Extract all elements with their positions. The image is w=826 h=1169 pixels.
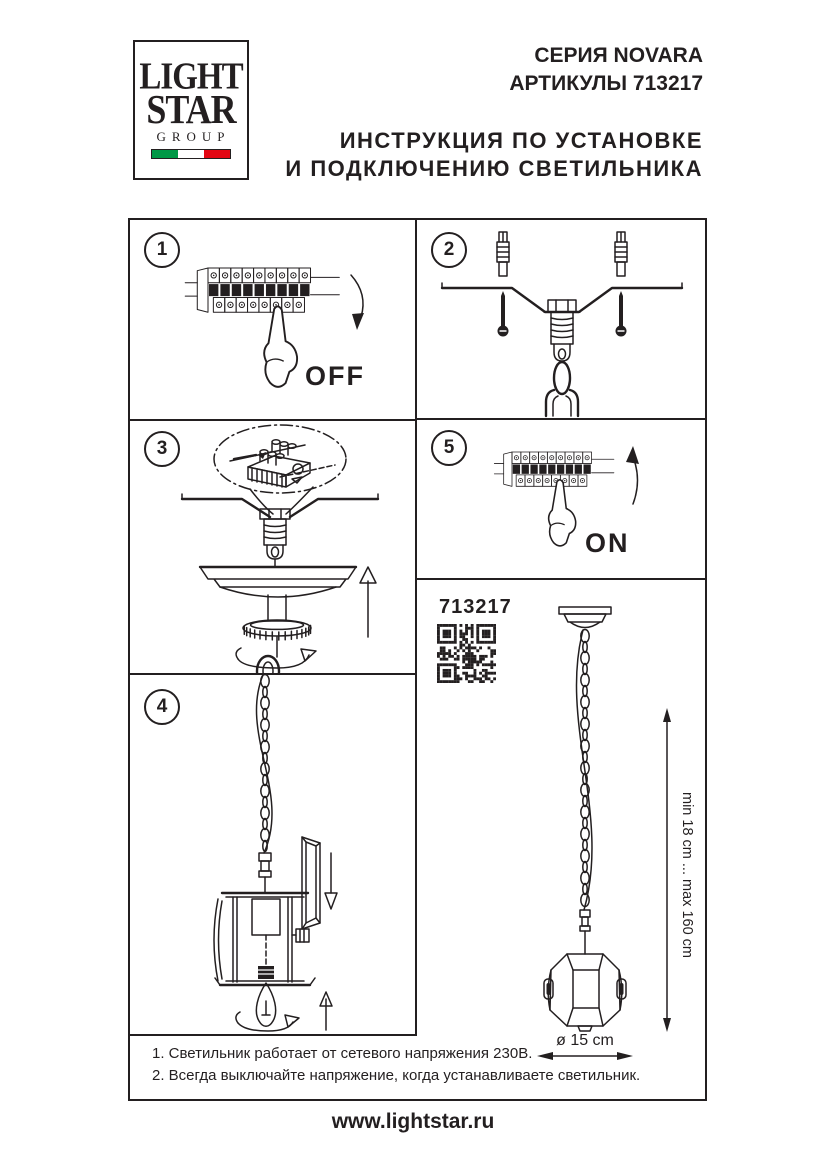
- breaker-panel-drawing: [185, 268, 339, 312]
- header-series-block: [509, 42, 703, 98]
- step-1-number: 1: [144, 232, 180, 268]
- bracket-drawing: [182, 499, 378, 517]
- up-arrow-icon: [320, 992, 332, 1030]
- note-2: 2. Всегда выключайте напряжение, когда устанавливаете светильник.: [152, 1067, 641, 1084]
- threaded-nipple-drawing: [260, 509, 290, 567]
- article-number: 713217: [439, 596, 512, 618]
- down-arrow-icon: [325, 853, 337, 909]
- chain-connector: [259, 853, 271, 877]
- instruction-title-line2: И ПОДКЛЮЧЕНИЮ СВЕТИЛЬНИКА: [285, 156, 703, 181]
- flag-white: [178, 150, 204, 158]
- safety-notes: [130, 1035, 705, 1097]
- wall-anchor-left-icon: [497, 232, 509, 276]
- flag-red: [204, 150, 230, 158]
- chain-drawing: [576, 630, 592, 911]
- pointing-hand-icon: [264, 306, 297, 387]
- instruction-title-line1: ИНСТРУКЦИЯ ПО УСТАНОВКЕ: [339, 128, 703, 153]
- step-4-assembly-drawing: [130, 675, 415, 1034]
- step-4-number: 4: [144, 689, 180, 725]
- wall-anchor-right-icon: [615, 232, 627, 276]
- off-label: OFF: [305, 361, 365, 391]
- diameter-dimension-label: ø 15 cm: [556, 1032, 614, 1049]
- arrowhead-down: [352, 313, 364, 330]
- chain-link-2-inner: [553, 396, 571, 416]
- product-panel: [417, 580, 705, 1099]
- arrowhead-up: [626, 446, 639, 464]
- candle-bulb-drawing: [256, 966, 275, 1026]
- step-2-number: 2: [431, 232, 467, 268]
- step-3-panel: [130, 421, 415, 673]
- thumbscrew-icon: [292, 929, 309, 942]
- logo-group: GROUP: [156, 129, 231, 144]
- step-2-panel: [417, 220, 705, 418]
- step-4-panel: [130, 675, 415, 1034]
- chain-drawing: [256, 675, 272, 853]
- step-3-number: 3: [144, 431, 180, 467]
- height-dimension-label: min 18 cm ... max 160 cm: [679, 792, 695, 958]
- glass-panel-drawing: [302, 837, 320, 929]
- lightstar-logo: [133, 40, 249, 180]
- logo-light: LIGHT: [139, 56, 243, 98]
- height-dimension-arrow: [663, 708, 671, 1032]
- steps-grid: [128, 218, 707, 1101]
- arrow-curve-down: [351, 275, 363, 317]
- on-label: ON: [585, 528, 630, 558]
- series-title: СЕРИЯ NOVARA: [534, 44, 703, 67]
- up-arrow-icon: [360, 567, 376, 637]
- ceiling-canopy-drawing: [200, 567, 356, 621]
- canopy-drawing: [559, 607, 611, 628]
- crystal-shade-drawing: [544, 954, 626, 1031]
- breaker-panel-drawing: [494, 452, 614, 486]
- logo-star: STAR: [146, 86, 236, 132]
- rotate-arrow-icon: [236, 648, 316, 668]
- pointing-hand-icon: [549, 480, 576, 546]
- terminal-block-drawing: [230, 440, 335, 487]
- pendant-lamp-drawing: [417, 580, 705, 1099]
- header-instruction-block: [285, 127, 703, 183]
- italian-flag-icon: [151, 149, 231, 159]
- step-5-panel: [417, 420, 705, 578]
- screw-left-icon: [498, 291, 509, 337]
- website-url: www.lightstar.ru: [331, 1110, 495, 1133]
- threaded-hook-drawing: [544, 300, 580, 361]
- step-5-number: 5: [431, 430, 467, 466]
- chain-loop: [257, 656, 279, 673]
- note-1: 1. Светильник работает от сетевого напряжения 230В.: [152, 1045, 533, 1062]
- chain-link-1: [554, 362, 570, 394]
- articles-title: АРТИКУЛЫ 713217: [509, 72, 703, 95]
- arrow-curve-up: [633, 457, 638, 504]
- screw-right-icon: [616, 291, 627, 337]
- step-1-panel: [130, 220, 415, 419]
- chain-connector: [580, 910, 590, 931]
- flag-green: [152, 150, 178, 158]
